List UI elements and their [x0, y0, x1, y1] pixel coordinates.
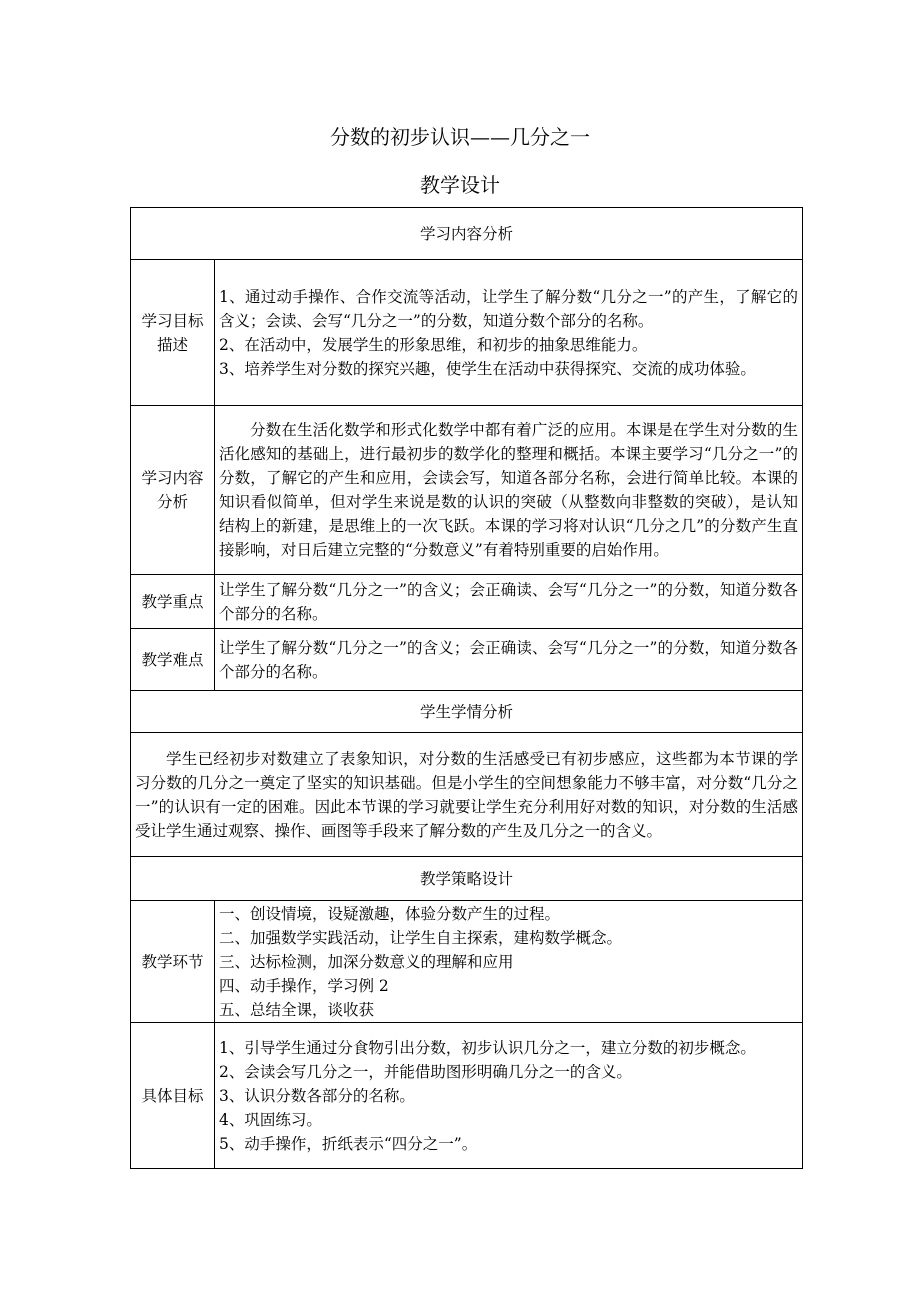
- objective-item: 2、在活动中，发展学生的形象思维，和初步的抽象思维能力。: [219, 335, 648, 354]
- row-specific-goals: [131, 1023, 803, 1169]
- row-key-point: [131, 575, 803, 629]
- cell-key-point: 让学生了解分数“几分之一”的含义；会正确读、会写“几分之一”的分数，知道分数各个部分的名称。: [215, 575, 803, 629]
- row-student-analysis: [131, 733, 803, 857]
- section-row-strategy: [131, 857, 803, 901]
- goal-item: 3、认识分数各部分的名称。: [219, 1086, 415, 1105]
- label-content-analysis: 学习内容分析: [131, 406, 215, 575]
- goal-item: 1、引导学生通过分食物引出分数，初步认识几分之一，建立分数的初步概念。: [219, 1038, 756, 1057]
- label-key-point: 教学重点: [131, 575, 215, 629]
- content-analysis-text: 分数在生活化数学和形式化数学中都有着广泛的应用。本课是在学生对分数的生活化感知的基础上，进行最初步的数学化的整理和概括。本课主要学习“几分之一”的分数，了解它的产生和应用，会读会写，知道各部分名称，会进行简单比较。本课的知识看似简单，但对学生来说是数的认识的突破（从整数向非整数的突破），是认知结构上的新建，是思维上的一次飞跃。本课的学习将对认识“几分之几”的分数产生直接影响，对日后建立完整的“分数意义”有着特别重要的启始作用。: [219, 421, 799, 559]
- row-objectives: [131, 260, 803, 406]
- row-teaching-stages: [131, 901, 803, 1023]
- lesson-design-table: [130, 207, 803, 1169]
- cell-student-analysis: [131, 733, 803, 857]
- document-subtitle: 教学设计: [420, 173, 500, 197]
- label-difficulty: 教学难点: [131, 629, 215, 691]
- row-difficulty: [131, 629, 803, 691]
- objective-item: 1、通过动手操作、合作交流等活动，让学生了解分数“几分之一”的产生，了解它的含义；会读、会写“几分之一”的分数，知道分数个部分的名称。: [219, 287, 799, 330]
- row-content-analysis: [131, 406, 803, 575]
- label-objectives: 学习目标描述: [131, 260, 215, 406]
- goal-item: 2、会读会写几分之一，并能借助图形明确几分之一的含义。: [219, 1062, 632, 1081]
- cell-difficulty: 让学生了解分数“几分之一”的含义；会正确读、会写“几分之一”的分数，知道分数各个部分的名称。: [215, 629, 803, 691]
- stage-item: 一、创设情境，设疑激趣，体验分数产生的过程。: [219, 904, 561, 923]
- label-teaching-stages: 教学环节: [131, 901, 215, 1023]
- cell-objectives: [215, 260, 803, 406]
- section-row-content-analysis: [131, 208, 803, 260]
- cell-specific-goals: [215, 1023, 803, 1169]
- label-specific-goals: 具体目标: [131, 1023, 215, 1169]
- stage-item: 三、达标检测，加深分数意义的理解和应用: [219, 952, 514, 971]
- section-heading-strategy: 教学策略设计: [131, 857, 803, 901]
- section-row-student-analysis: [131, 691, 803, 733]
- objective-item: 3、培养学生对分数的探究兴趣，使学生在活动中获得探究、交流的成功体验。: [219, 359, 756, 378]
- cell-teaching-stages: [215, 901, 803, 1023]
- section-heading-content-analysis: 学习内容分析: [131, 208, 803, 260]
- document-title: 分数的初步认识——几分之一: [330, 125, 590, 149]
- section-heading-student-analysis: 学生学情分析: [131, 691, 803, 733]
- stage-item: 五、总结全课，谈收获: [219, 1000, 375, 1019]
- student-analysis-text: 学生已经初步对数建立了表象知识，对分数的生活感受已有初步感应，这些都为本节课的学习分数的几分之一奠定了坚实的知识基础。但是小学生的空间想象能力不够丰富，对分数“几分之一”的认识有一定的困难。因此本节课的学习就要让学生充分利用好对数的知识，对分数的生活感受让学生通过观察、操作、画图等手段来了解分数的产生及几分之一的含义。: [135, 749, 799, 840]
- cell-content-analysis: [215, 406, 803, 575]
- goal-item: 4、巩固练习。: [219, 1110, 322, 1129]
- stage-item: 四、动手操作，学习例 2: [219, 976, 389, 995]
- goal-item: 5、动手操作，折纸表示“四分之一”。: [219, 1134, 478, 1153]
- stage-item: 二、加强数学实践活动，让学生自主探索，建构数学概念。: [219, 928, 623, 947]
